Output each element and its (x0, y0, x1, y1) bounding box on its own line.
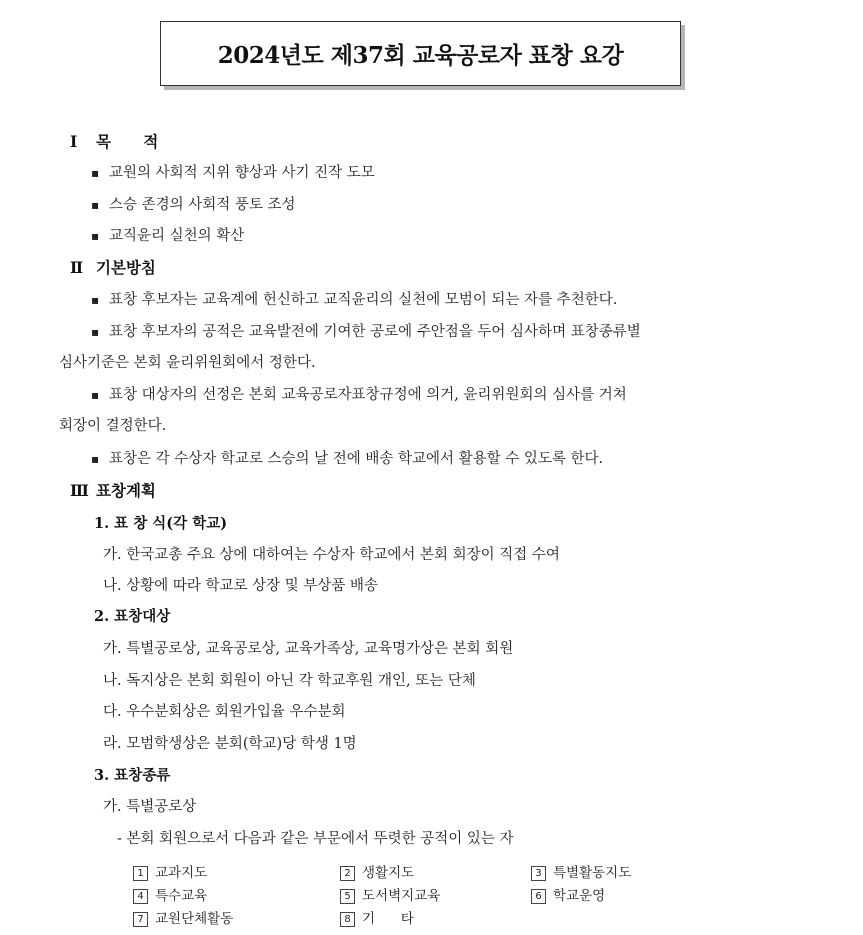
list-item (91, 163, 375, 183)
section-title: 표창계획 (96, 481, 156, 500)
subsection-title: 1. 표 창 식(각 학교) (94, 515, 228, 532)
paragraph (91, 290, 617, 310)
section-number: Ⅱ (70, 258, 84, 277)
section-heading-award-plan (70, 481, 156, 501)
bullet-icon: ▪ (91, 325, 100, 339)
number-box: 6 (531, 889, 546, 904)
category-item (340, 910, 414, 929)
list-item: 나. 상황에 따라 학교로 상장 및 부상품 배송 (103, 578, 378, 594)
category-item (340, 864, 414, 883)
category-item (133, 887, 207, 906)
number-box: 3 (531, 866, 546, 881)
section-number: Ⅰ (70, 132, 78, 151)
number-box: 7 (133, 912, 148, 927)
number-box: 8 (340, 912, 355, 927)
category-item (531, 887, 605, 906)
bullet-icon: ▪ (91, 166, 100, 180)
category-item (133, 864, 207, 883)
category-label: 특수교육 (155, 888, 208, 904)
category-label: 교과지도 (155, 865, 208, 881)
bullet-icon: ▪ (91, 229, 100, 243)
list-item-description: - 본회 회원으로서 다음과 같은 부문에서 뚜렷한 공적이 있는 자 (117, 831, 514, 847)
list-item-text: 스승 존경의 사회적 풍토 조성 (109, 197, 296, 213)
number-box: 2 (340, 866, 355, 881)
list-item-text: 교원의 사회적 지위 향상과 사기 진작 도모 (109, 165, 375, 181)
number-box: 1 (133, 866, 148, 881)
bullet-icon: ▪ (91, 293, 100, 307)
list-item: 나. 독지상은 본회 회원이 아닌 각 학교후원 개인, 또는 단체 (103, 673, 476, 689)
paragraph-continuation: 회장이 결정한다. (59, 418, 167, 434)
category-label: 교원단체활동 (155, 911, 234, 927)
section-heading-purpose (70, 132, 158, 152)
paragraph-text: 표창 후보자는 교육계에 헌신하고 교직윤리의 실천에 모범이 되는 자를 추천한다. (109, 292, 618, 308)
paragraph-text: 표창 대상자의 선정은 본회 교육공로자표창규정에 의거, 윤리위원회의 심사를 거쳐 (109, 387, 627, 403)
category-item (340, 887, 440, 906)
section-title: 기본방침 (96, 258, 156, 277)
category-item (531, 864, 631, 883)
list-item: 라. 모범학생상은 분회(학교)당 학생 1명 (103, 736, 357, 752)
number-box: 5 (340, 889, 355, 904)
title-box (160, 21, 681, 86)
list-item (91, 226, 244, 246)
list-item: 가. 한국교총 주요 상에 대하여는 수상자 학교에서 본회 회장이 직접 수여 (103, 547, 560, 563)
list-item: 가. 특별공로상 (103, 799, 197, 815)
paragraph (91, 322, 641, 342)
subsection-title: 3. 표창종류 (94, 767, 171, 784)
list-item-text: 교직윤리 실천의 확산 (109, 228, 245, 244)
section-title: 목 적 (96, 132, 159, 151)
paragraph (91, 385, 627, 405)
category-label: 학교운영 (553, 888, 606, 904)
paragraph (91, 449, 603, 469)
paragraph-continuation: 심사기준은 본회 윤리위원회에서 정한다. (59, 355, 316, 371)
list-item: 다. 우수분회상은 회원가입율 우수분회 (103, 704, 346, 720)
category-label: 기 타 (362, 911, 414, 927)
list-item: 가. 특별공로상, 교육공로상, 교육가족상, 교육명가상은 본회 회원 (103, 641, 514, 657)
bullet-icon: ▪ (91, 198, 100, 212)
bullet-icon: ▪ (91, 452, 100, 466)
category-label: 특별활동지도 (553, 865, 632, 881)
section-heading-basic-policy (70, 258, 156, 278)
paragraph-text: 표창은 각 수상자 학교로 스승의 날 전에 배송 학교에서 활용할 수 있도록 한다. (109, 451, 604, 467)
bullet-icon: ▪ (91, 388, 100, 402)
section-number: Ⅲ (70, 481, 89, 500)
category-item (133, 910, 233, 929)
list-item (91, 195, 296, 215)
category-label: 도서벽지교육 (362, 888, 441, 904)
paragraph-text: 표창 후보자의 공적은 교육발전에 기여한 공로에 주안점을 두어 심사하며 표창종류별 (109, 324, 641, 340)
number-box: 4 (133, 889, 148, 904)
document-title: 2024년도 제37회 교육공로자 표창 요강 (217, 42, 624, 69)
category-label: 생활지도 (362, 865, 415, 881)
subsection-title: 2. 표창대상 (94, 608, 171, 625)
